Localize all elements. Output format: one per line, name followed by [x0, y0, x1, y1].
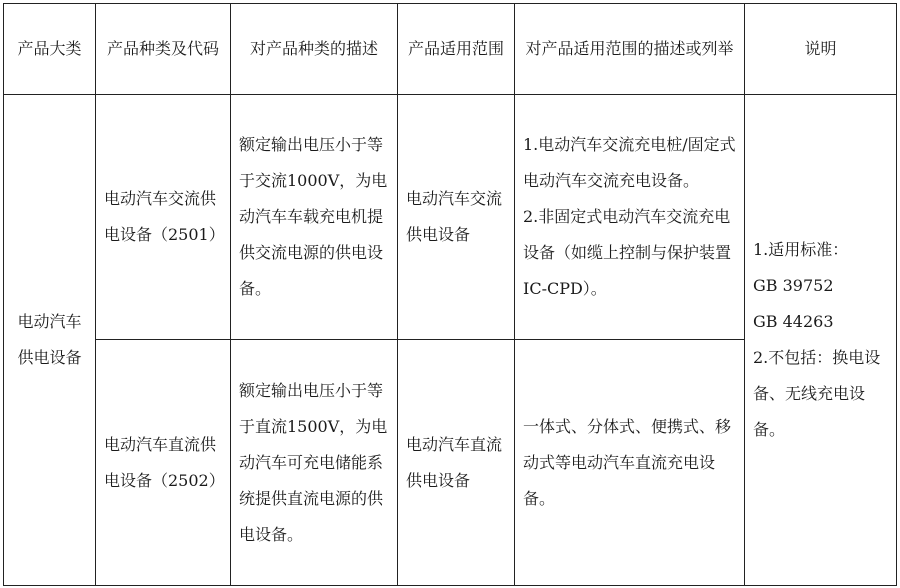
- kind-description-cell: 额定输出电压小于等于直流1500V，为电动汽车可充电储能系统提供直流电源的供电设备。: [231, 340, 398, 586]
- header-row: [4, 4, 897, 95]
- notes-cell: [745, 95, 897, 586]
- standard-item: GB 39752: [753, 276, 834, 295]
- header-kind-description: 对产品种类的描述: [231, 4, 398, 95]
- header-scope-description: 对产品适用范围的描述或列举: [515, 4, 745, 95]
- scope-item: 1.电动汽车交流充电桩/固定式电动汽车交流充电设备。: [523, 135, 736, 190]
- scope-description-cell: [515, 340, 745, 586]
- header-category: 产品大类: [4, 4, 96, 95]
- header-scope: 产品适用范围: [398, 4, 515, 95]
- scope-cell: 电动汽车交流供电设备: [398, 95, 515, 340]
- scope-cell: 电动汽车直流供电设备: [398, 340, 515, 586]
- category-cell: 电动汽车供电设备: [4, 95, 96, 586]
- table-row: [4, 95, 897, 340]
- scope-item: 一体式、分体式、便携式、移动式等电动汽车直流充电设备。: [523, 416, 732, 508]
- product-catalog-table: [3, 3, 897, 586]
- kind-and-code-cell: 电动汽车直流供电设备（2502）: [96, 340, 231, 586]
- header-kind-and-code: 产品种类及代码: [96, 4, 231, 95]
- exclusion-note: 2.不包括：换电设备、无线充电设备。: [753, 348, 881, 439]
- scope-item: 2.非固定式电动汽车交流充电设备（如缆上控制与保护装置IC-CPD）。: [523, 207, 732, 298]
- standard-item: GB 44263: [753, 312, 834, 331]
- header-notes: 说明: [745, 4, 897, 95]
- scope-description-cell: [515, 95, 745, 340]
- kind-description-cell: 额定输出电压小于等于交流1000V，为电动汽车车载充电机提供交流电源的供电设备。: [231, 95, 398, 340]
- kind-and-code-cell: 电动汽车交流供电设备（2501）: [96, 95, 231, 340]
- standards-label: 1.适用标准：: [753, 240, 849, 259]
